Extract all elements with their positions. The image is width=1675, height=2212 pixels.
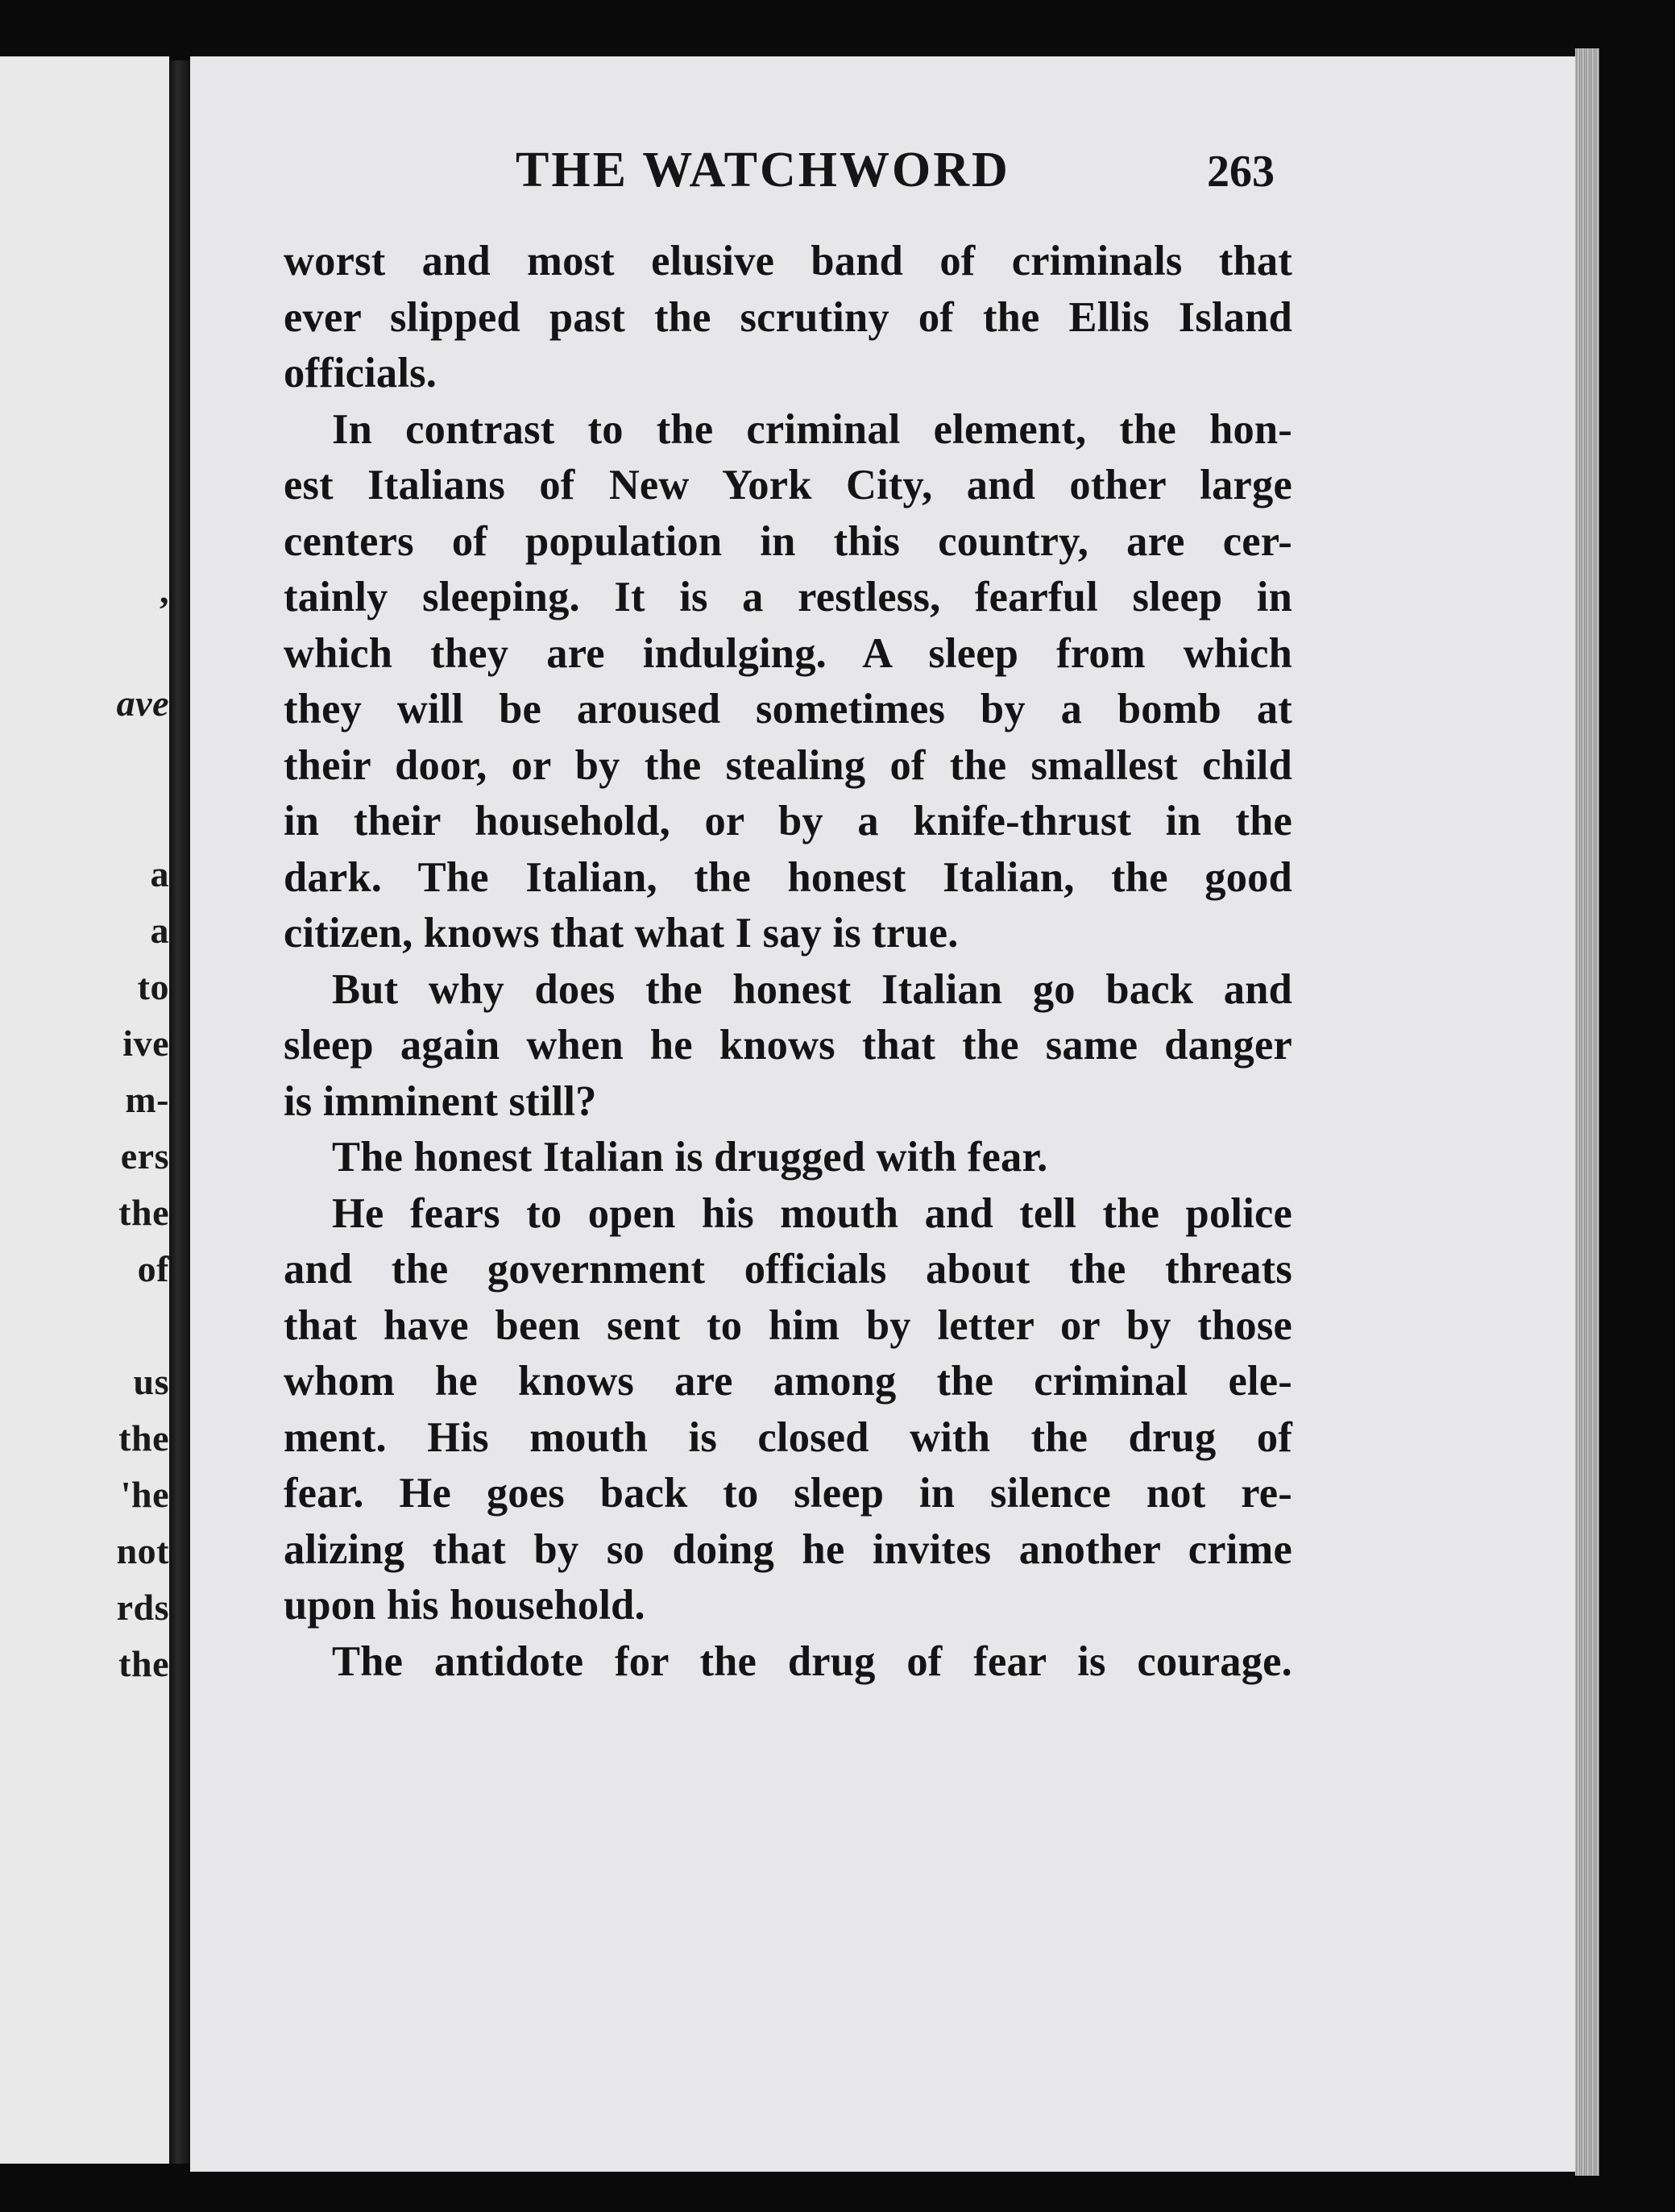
left-fragment: rds [116,1587,169,1628]
left-fragment: to [137,966,169,1007]
left-fragment: m- [125,1079,169,1120]
text-line: est Italians of New York City, and other large [284,462,1292,508]
text-line: fear. He goes back to sleep in silence not re- [284,1470,1292,1517]
text-line: The antidote for the drug of fear is courage. [332,1637,1292,1685]
text-line: whom he knows are among the criminal ele- [284,1358,1292,1405]
left-fragment: ers [120,1135,169,1177]
text-line: centers of population in this country, are cer- [284,517,1292,565]
left-fragment: ave [116,683,169,724]
text-line: He fears to open his mouth and tell the police [332,1189,1292,1237]
left-fragment: 'he [120,1474,169,1515]
left-fragment: , [160,570,169,611]
text-line: alizing that by so doing he invites another crime [284,1525,1292,1573]
text-line: in their household, or by a knife-thrust in the [284,798,1292,845]
book-gutter [169,60,190,2164]
text-line: The honest Italian is drugged with fear. [332,1134,1048,1181]
text-line: tainly sleeping. It is a restless, fearful sleep in [284,574,1292,620]
running-head-title: THE WATCHWORD [516,143,1010,197]
left-fragment: a [150,853,169,894]
left-fragment: ive [122,1023,169,1064]
left-fragment: a [150,910,169,951]
text-line: upon his household. [284,1582,645,1629]
text-line: and the government officials about the threats [284,1246,1292,1293]
left-fragment: us [133,1361,169,1402]
text-line: But why does the honest Italian go back and [332,965,1292,1013]
previous-page-fragment [0,56,169,2164]
left-fragment: the [118,1643,169,1684]
text-line: is imminent still? [284,1077,597,1125]
text-line: ment. His mouth is closed with the drug of [284,1413,1292,1461]
body-text [284,234,1292,1690]
text-line: sleep again when he knows that the same danger [284,1022,1292,1069]
text-line: dark. The Italian, the honest Italian, the good [284,853,1292,901]
left-fragment: not [116,1530,169,1571]
text-line: their door, or by the stealing of the smallest child [284,741,1292,789]
text-line: officials. [284,350,437,396]
text-line: ever slipped past the scrutiny of the Ellis Island [284,293,1292,341]
text-line: worst and most elusive band of criminals that [284,238,1292,284]
page-edge [1575,48,1599,2176]
left-fragment: the [118,1417,169,1459]
page-number: 263 [1207,147,1275,197]
left-fragment: of [137,1248,169,1289]
text-line: citizen, knows that what I say is true. [284,910,959,957]
text-line: which they are indulging. A sleep from which [284,629,1292,677]
text-line: In contrast to the criminal element, the hon- [332,405,1292,453]
text-line: that have been sent to him by letter or by those [284,1301,1292,1349]
left-fragment: the [118,1192,169,1233]
text-line: they will be aroused sometimes by a bomb at [284,686,1292,732]
